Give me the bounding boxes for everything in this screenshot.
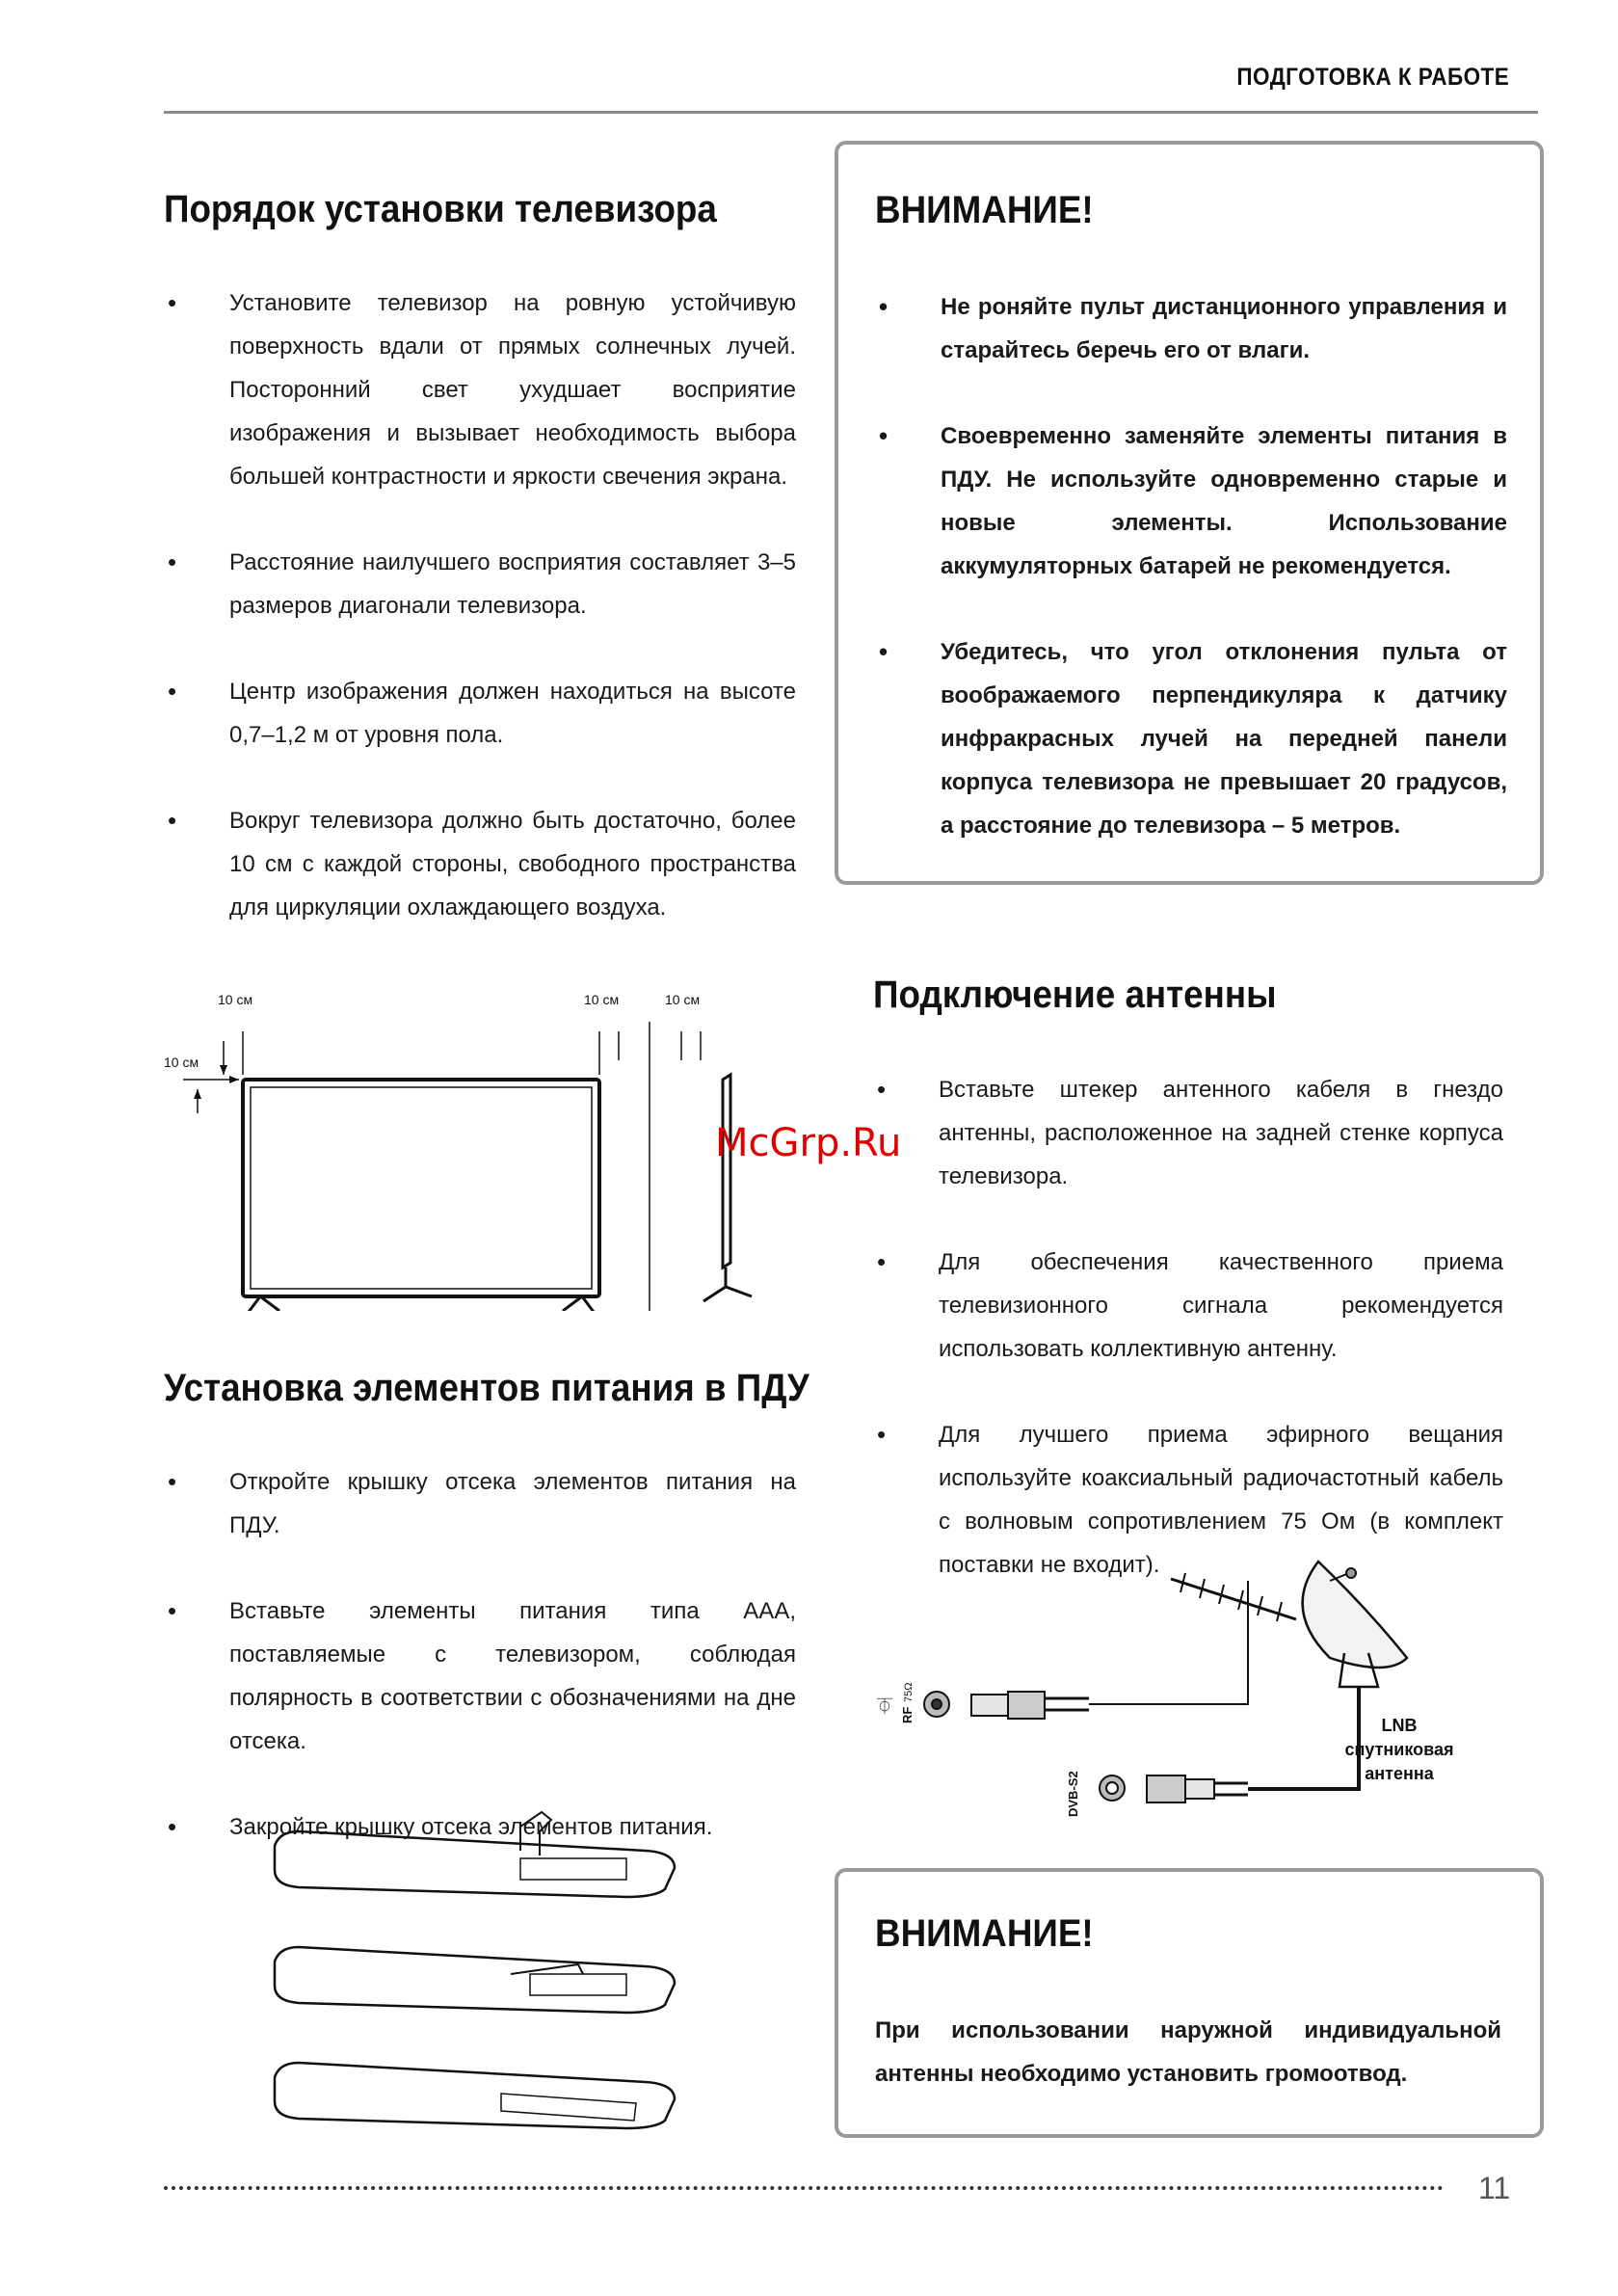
clearance-label-left: 10 см [164, 1055, 199, 1070]
warning-title: ВНИМАНИЕ! [875, 189, 1094, 231]
antenna-list [873, 1068, 1503, 1629]
warning-box-antenna [835, 1868, 1544, 2138]
list-item: • Вставьте штекер антенного кабеля в гнездо антенны, расположенное на задней стенке корпуса телевизора. [877, 1075, 1503, 1189]
list-item: • Установите телевизор на ровную устойчивую поверхность вдали от прямых солнечных лучей. Посторонний свет ухудшает восприятие изображения и вызывает необходимость выбора большей контрастности и яркости свечения экрана. [168, 288, 796, 490]
clearance-label-top-left: 10 см [218, 992, 253, 1007]
dvb-s2-label: DVB-S2 [1066, 1771, 1080, 1817]
sat-antenna-label-2: антенна [1365, 1764, 1434, 1783]
tv-side-outline [723, 1075, 730, 1268]
antenna-section-title: Подключение антенны [873, 974, 1277, 1016]
lnb-label: LNB [1381, 1716, 1418, 1735]
clearance-label-top-right: 10 см [584, 992, 620, 1007]
warning-title: ВНИМАНИЕ! [875, 1912, 1094, 1955]
page-number: 11 [1478, 2171, 1511, 2205]
install-list [164, 281, 796, 972]
rf-ohm-label: 75Ω [903, 1682, 915, 1702]
footer-dotted-rule [164, 2186, 1444, 2190]
list-item: • Убедитесь, что угол отклонения пульта от воображаемого перпендикуляра к датчику инфракрасных лучей на передней панели корпуса телевизора не превышает 20 градусов, а расстояние до телевизора – 5 метров. [879, 637, 1507, 839]
warning-text: При использовании наружной индивидуальной антенны необходимо установить громоотвод. [875, 2017, 1501, 2087]
running-header: ПОДГОТОВКА К РАБОТЕ [1236, 64, 1509, 91]
list-item: • Расстояние наилучшего восприятия составляет 3–5 размеров диагонали телевизора. [168, 547, 796, 619]
watermark: McGrp.Ru [715, 1121, 902, 1165]
list-item: • Для обеспечения качественного приема телевизионного сигнала рекомендуется использовать коллективную антенну. [877, 1247, 1503, 1362]
list-item: • Вставьте элементы питания типа ААА, поставляемые с телевизором, соблюдая полярность в соответствии с обозначениями на дне отсека. [168, 1596, 796, 1754]
list-item: • Вокруг телевизора должно быть достаточно, более 10 см с каждой стороны, свободного пространства для циркуляции охлаждающего воздуха. [168, 806, 796, 921]
remote-battery-illustration [260, 1793, 684, 2149]
list-item: • Закройте крышку отсека элементов питания. [168, 1812, 713, 1841]
list-item: • Не роняйте пульт дистанционного управления и старайтесь беречь его от влаги. [879, 292, 1507, 363]
tv-front-outline [243, 1080, 599, 1296]
install-section-title: Порядок установки телевизора [164, 188, 717, 230]
svg-text:⏁: ⏁ [877, 1699, 893, 1716]
batteries-section-title: Установка элементов питания в ПДУ [164, 1367, 809, 1409]
tv-clearance-diagram [154, 983, 809, 1311]
clearance-label-side: 10 см [665, 992, 701, 1007]
list-item: • Центр изображения должен находиться на высоте 0,7–1,2 м от уровня пола. [168, 677, 796, 748]
warning-box-remote [835, 141, 1544, 885]
list-item: • Своевременно заменяйте элементы питания в ПДУ. Не используйте одновременно старые и новые элементы. Использование аккумуляторных батарей не рекомендуется. [879, 421, 1507, 579]
rf-label: RF [900, 1706, 915, 1723]
list-item: • Откройте крышку отсека элементов питания на ПДУ. [168, 1467, 796, 1538]
header-divider [164, 111, 1538, 114]
list-item: • Для лучшего приема эфирного вещания используйте коаксиальный радиочастотный кабель с волновым сопротивлением 75 Ом (в комплект поставки не входит). [877, 1420, 1503, 1578]
sat-antenna-label: спутниковая [1344, 1740, 1454, 1759]
warning-list [875, 285, 1507, 890]
antenna-connection-diagram [867, 1552, 1523, 1841]
